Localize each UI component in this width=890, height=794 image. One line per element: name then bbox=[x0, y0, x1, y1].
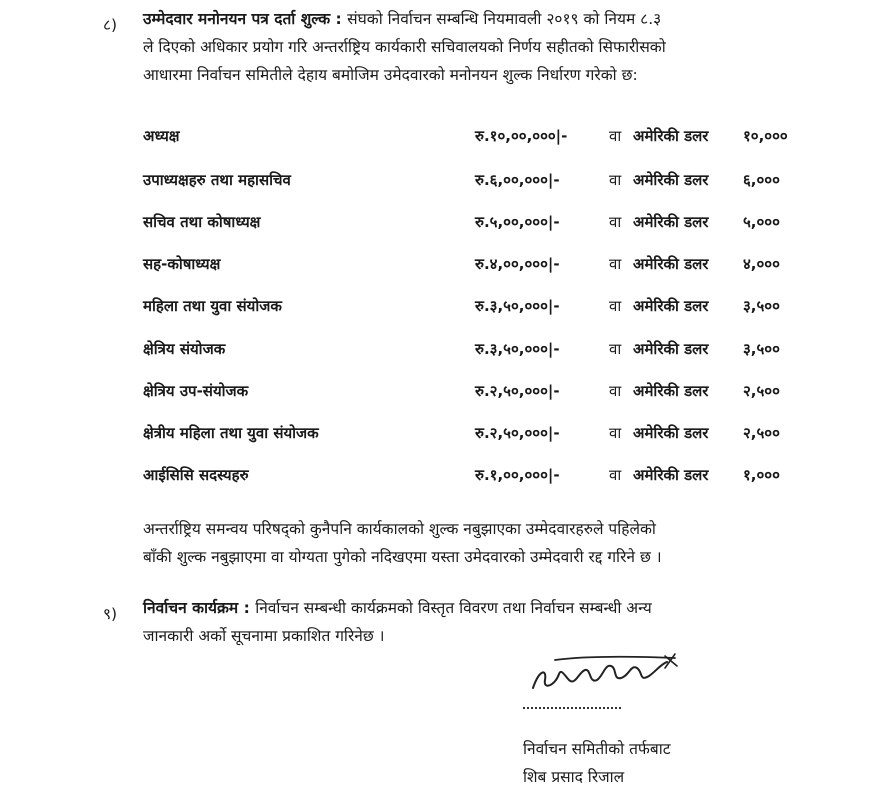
fee-usd-label: अमेरिकी डलर bbox=[633, 127, 709, 145]
fee-usd: ३,५०० bbox=[743, 297, 780, 315]
fee-or: वा bbox=[609, 127, 622, 145]
note-line-1: अन्तर्राष्ट्रिय समन्वय परिषद्को कुनैपनि कार्यकालको शुल्क नबुझाएका उम्मेदवारहरुले पहिलेको bbox=[143, 520, 656, 538]
fee-position: क्षेत्रिय संयोजक bbox=[143, 340, 226, 358]
fee-or: वा bbox=[609, 171, 622, 189]
fee-row-icc-members bbox=[143, 465, 843, 493]
signature-on-behalf: निर्वाचन समितीको तर्फबाट bbox=[523, 740, 671, 758]
fee-position: क्षेत्रिय उप-संयोजक bbox=[143, 382, 249, 400]
fee-usd: ३,५०० bbox=[743, 340, 780, 358]
section-8-line-1 bbox=[143, 5, 843, 33]
section-9-line-2: जानकारी अर्को सूचनामा प्रकाशित गरिनेछ । bbox=[143, 627, 385, 645]
section-9-number: ९) bbox=[103, 605, 118, 623]
section-8-line-3: आधारमा निर्वाचन समितीले देहाय बमोजिम उमेदवारको मनोनयन शुल्क निर्धारण गरेको छ: bbox=[143, 66, 638, 84]
fee-row-regional-women-youth-coordinator bbox=[143, 423, 843, 451]
section-8-colon: : bbox=[330, 10, 348, 28]
fee-usd: ५,००० bbox=[743, 213, 780, 231]
signature-line bbox=[523, 707, 621, 709]
fee-usd-label: अमेरिकी डलर bbox=[633, 255, 709, 273]
fee-or: वा bbox=[609, 213, 622, 231]
fee-usd: २,५०० bbox=[743, 424, 780, 442]
fee-or: वा bbox=[609, 340, 622, 358]
fee-position: अध्यक्ष bbox=[143, 127, 180, 145]
fee-or: वा bbox=[609, 255, 622, 273]
fee-usd: १०,००० bbox=[743, 127, 788, 145]
fee-or: वा bbox=[609, 466, 622, 484]
section-8-number: ८) bbox=[103, 16, 118, 34]
fee-row-regional-coordinator bbox=[143, 339, 843, 367]
handwritten-signature bbox=[525, 650, 685, 700]
fee-row-co-treasurer bbox=[143, 254, 843, 282]
fee-npr: रु.४,००,०००|- bbox=[475, 255, 560, 273]
fee-position: सचिव तथा कोषाध्यक्ष bbox=[143, 213, 261, 231]
fee-usd-label: अमेरिकी डलर bbox=[633, 466, 709, 484]
fee-or: वा bbox=[609, 297, 622, 315]
fee-usd-label: अमेरिकी डलर bbox=[633, 171, 709, 189]
fee-npr: रु.५,००,०००|- bbox=[475, 213, 560, 231]
section-9-paragraph bbox=[143, 594, 843, 650]
fee-position: महिला तथा युवा संयोजक bbox=[143, 297, 282, 315]
section-8-heading: उम्मेदवार मनोनयन पत्र दर्ता शुल्क bbox=[143, 10, 331, 28]
fee-usd: १,००० bbox=[743, 466, 780, 484]
signature-name: शिब प्रसाद रिजाल bbox=[523, 768, 625, 786]
section-9-heading: निर्वाचन कार्यक्रम bbox=[143, 599, 239, 617]
fee-position: आईसिसि सदस्यहरु bbox=[143, 466, 249, 484]
fee-usd-label: अमेरिकी डलर bbox=[633, 340, 709, 358]
fee-row-women-youth-coordinator bbox=[143, 296, 843, 324]
fee-or: वा bbox=[609, 382, 622, 400]
section-8-paragraph bbox=[143, 5, 843, 89]
fee-row-president bbox=[143, 126, 843, 154]
fee-usd-label: अमेरिकी डलर bbox=[633, 382, 709, 400]
section-8-line-2: ले दिएको अधिकार प्रयोग गरि अन्तर्राष्ट्रिय कार्यकारी सचिवालयको निर्णय सहीतको सिफारीसको bbox=[143, 38, 666, 56]
fee-usd: ४,००० bbox=[743, 255, 780, 273]
fee-usd: ६,००० bbox=[743, 171, 780, 189]
section-9-line-1 bbox=[143, 594, 843, 622]
fee-usd: २,५०० bbox=[743, 382, 780, 400]
fee-npr: रु.१०,००,०००|- bbox=[475, 127, 568, 145]
fee-usd-label: अमेरिकी डलर bbox=[633, 297, 709, 315]
note-paragraph bbox=[143, 515, 843, 571]
fee-npr: रु.६,००,०००|- bbox=[475, 171, 560, 189]
fee-npr: रु.३,५०,०००|- bbox=[475, 340, 560, 358]
fee-or: वा bbox=[609, 424, 622, 442]
section-8-line-1-text: संघको निर्वाचन सम्बन्धि नियमावली २०१९ को नियम ८.३ bbox=[347, 10, 662, 28]
fee-position: क्षेत्रीय महिला तथा युवा संयोजक bbox=[143, 424, 319, 442]
section-9-colon: : bbox=[238, 599, 256, 617]
section-9-line-1-text: निर्वाचन सम्बन्धी कार्यक्रमको विस्तृत विवरण तथा निर्वाचन सम्बन्धी अन्य bbox=[255, 599, 652, 617]
fee-row-regional-deputy-coordinator bbox=[143, 381, 843, 409]
fee-npr: रु.३,५०,०००|- bbox=[475, 297, 560, 315]
fee-npr: रु.१,००,०००|- bbox=[475, 466, 560, 484]
fee-position: सह-कोषाध्यक्ष bbox=[143, 255, 221, 273]
note-line-2: बाँकी शुल्क नबुझाएमा वा योग्यता पुगेको नदिखएमा यस्ता उमेदवारको उम्मेदवारी रद्द गरिने छ । bbox=[143, 548, 662, 566]
fee-usd-label: अमेरिकी डलर bbox=[633, 213, 709, 231]
fee-row-vice-presidents bbox=[143, 170, 843, 198]
fee-usd-label: अमेरिकी डलर bbox=[633, 424, 709, 442]
fee-npr: रु.२,५०,०००|- bbox=[475, 424, 560, 442]
fee-npr: रु.२,५०,०००|- bbox=[475, 382, 560, 400]
fee-position: उपाध्यक्षहरु तथा महासचिव bbox=[143, 171, 291, 189]
fee-row-secretary-treasurer bbox=[143, 212, 843, 240]
